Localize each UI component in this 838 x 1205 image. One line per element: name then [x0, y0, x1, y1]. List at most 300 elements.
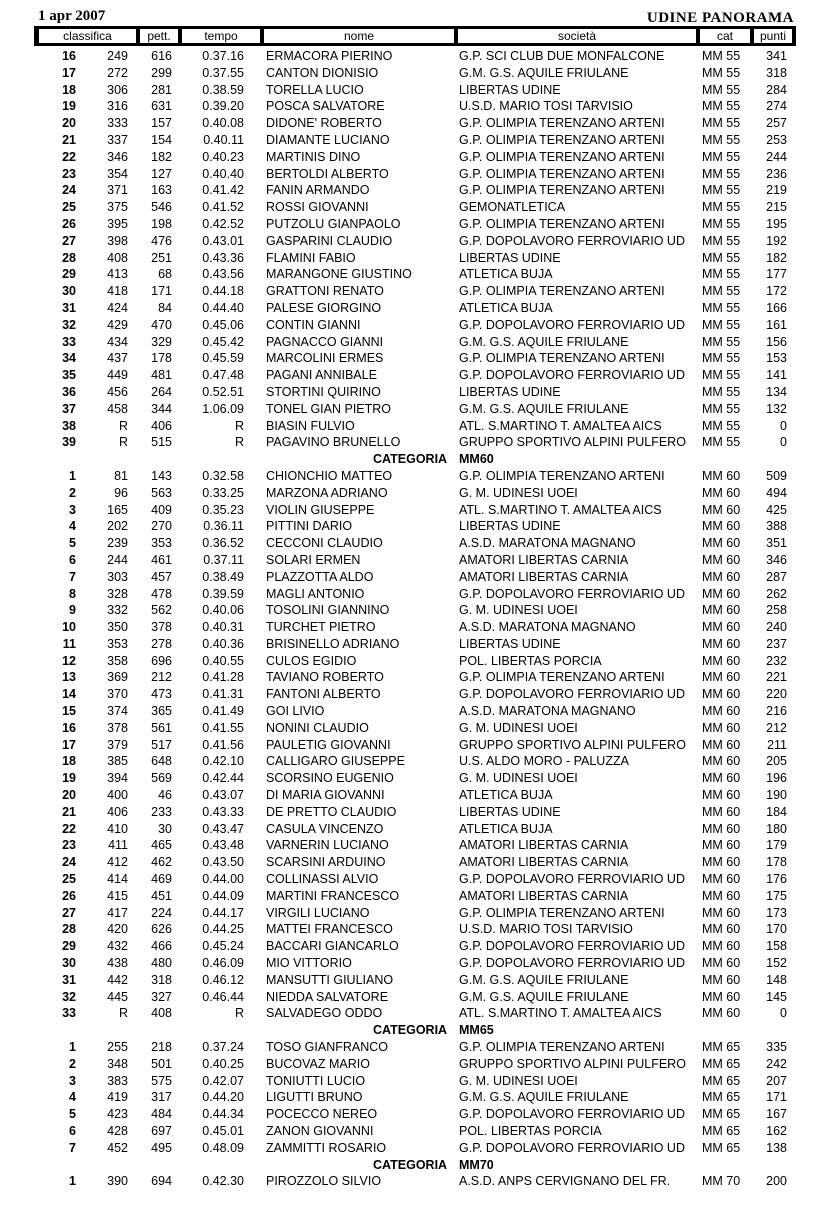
cell-punti: 244: [766, 149, 787, 164]
cell-tempo: R: [234, 435, 244, 450]
cell-tempo: 0.38.59: [202, 82, 244, 97]
cell-cat: MM 60: [702, 670, 741, 685]
cell-cat: MM 60: [702, 552, 741, 567]
table-row: [0, 686, 838, 703]
cell-tempo: 0.41.55: [202, 720, 244, 735]
cell-societa: G.P. DOPOLAVORO FERROVIARIO UD: [459, 956, 685, 971]
cell-cat: MM 70: [702, 1174, 741, 1189]
cell-rank: 7: [69, 569, 76, 584]
cell-societa: AMATORI LIBERTAS CARNIA: [459, 838, 629, 853]
cell-societa: G.P. SCI CLUB DUE MONFALCONE: [459, 49, 665, 63]
cell-rank: 10: [62, 620, 76, 635]
table-row: [0, 300, 838, 317]
cell-tempo: 0.39.20: [202, 99, 244, 114]
cell-cat: MM 60: [702, 922, 741, 937]
cell-rank: 16: [62, 720, 76, 735]
cell-rank: 6: [69, 552, 76, 567]
cell-pett: 318: [151, 972, 172, 987]
cell-pett: 451: [151, 888, 172, 903]
cell-classifica: 419: [107, 1090, 128, 1105]
cell-cat: MM 55: [702, 99, 741, 114]
cell-societa: G.P. DOPOLAVORO FERROVIARIO UD: [459, 687, 685, 702]
table-row: [0, 502, 838, 519]
category-header-row: [0, 451, 838, 468]
cell-classifica: 442: [107, 972, 128, 987]
table-row: [0, 166, 838, 183]
cell-societa: G.M. G.S. AQUILE FRIULANE: [459, 401, 629, 416]
cell-pett: 478: [151, 586, 172, 601]
cell-tempo: 0.41.28: [202, 670, 244, 685]
cell-pett: 515: [151, 435, 172, 450]
cell-tempo: 0.43.47: [202, 821, 244, 836]
cell-punti: 215: [766, 200, 787, 215]
cell-societa: G.P. OLIMPIA TERENZANO ARTENI: [459, 284, 665, 299]
cell-punti: 152: [766, 956, 787, 971]
cell-nome: NIEDDA SALVATORE: [266, 989, 389, 1004]
cell-cat: MM 65: [702, 1040, 741, 1055]
cell-societa: G. M. UDINESI UOEI: [459, 485, 578, 500]
cell-cat: MM 60: [702, 788, 741, 803]
cell-rank: 31: [62, 300, 76, 315]
table-row: [0, 1173, 838, 1190]
cell-societa: U.S.D. MARIO TOSI TARVISIO: [459, 922, 633, 937]
cell-societa: A.S.D. MARATONA MAGNANO: [459, 704, 636, 719]
cell-punti: 196: [766, 771, 787, 786]
table-row: [0, 821, 838, 838]
cell-tempo: 0.42.10: [202, 754, 244, 769]
table-row: [0, 82, 838, 99]
cell-societa: G.M. G.S. AQUILE FRIULANE: [459, 1090, 629, 1105]
cell-cat: MM 55: [702, 49, 741, 63]
cell-classifica: 423: [107, 1107, 128, 1122]
table-row: [0, 804, 838, 821]
cell-rank: 24: [62, 183, 76, 198]
cell-punti: 192: [766, 233, 787, 248]
cell-tempo: 0.32.58: [202, 468, 244, 483]
cell-pett: 278: [151, 636, 172, 651]
cell-nome: SCORSINO EUGENIO: [266, 771, 394, 786]
cell-cat: MM 60: [702, 821, 741, 836]
cell-rank: 17: [62, 65, 76, 80]
column-header-punti: punti: [754, 29, 792, 43]
cell-societa: G.P. OLIMPIA TERENZANO ARTENI: [459, 351, 665, 366]
table-row: [0, 199, 838, 216]
cell-pett: 466: [151, 939, 172, 954]
cell-tempo: 0.37.11: [203, 552, 244, 567]
cell-cat: MM 60: [702, 620, 741, 635]
cell-rank: 33: [62, 1006, 76, 1021]
cell-nome: PITTINI DARIO: [266, 519, 353, 534]
table-row: [0, 720, 838, 737]
table-row: [0, 334, 838, 351]
cell-pett: 569: [151, 771, 172, 786]
cell-societa: G.P. OLIMPIA TERENZANO ARTENI: [459, 468, 665, 483]
cell-cat: MM 60: [702, 905, 741, 920]
table-row: [0, 401, 838, 418]
table-row: [0, 703, 838, 720]
cell-societa: G.P. OLIMPIA TERENZANO ARTENI: [459, 116, 665, 131]
cell-nome: GASPARINI CLAUDIO: [266, 233, 393, 248]
cell-societa: ATLETICA BUJA: [459, 267, 553, 282]
table-row: [0, 1056, 838, 1073]
cell-pett: 469: [151, 872, 172, 887]
cell-nome: ERMACORA PIERINO: [266, 49, 393, 63]
cell-rank: 21: [62, 804, 76, 819]
cell-societa: AMATORI LIBERTAS CARNIA: [459, 855, 629, 870]
cell-tempo: 0.43.07: [202, 788, 244, 803]
cell-punti: 284: [766, 82, 787, 97]
cell-cat: MM 60: [702, 603, 741, 618]
cell-classifica: 432: [107, 939, 128, 954]
cell-nome: PUTZOLU GIANPAOLO: [266, 216, 401, 231]
cell-punti: 182: [766, 250, 787, 265]
cell-tempo: 0.46.12: [202, 972, 244, 987]
cell-classifica: 353: [107, 636, 128, 651]
cell-nome: POSCA SALVATORE: [266, 99, 385, 114]
cell-pett: 481: [151, 368, 172, 383]
table-row: [0, 283, 838, 300]
column-header-nome: nome: [264, 29, 454, 43]
cell-classifica: 383: [107, 1073, 128, 1088]
cell-cat: MM 55: [702, 233, 741, 248]
cell-classifica: 358: [107, 653, 128, 668]
table-row: [0, 921, 838, 938]
cell-tempo: 0.44.20: [202, 1090, 244, 1105]
cell-punti: 219: [766, 183, 787, 198]
cell-societa: POL. LIBERTAS PORCIA: [459, 1124, 602, 1138]
cell-cat: MM 60: [702, 888, 741, 903]
cell-societa: G. M. UDINESI UOEI: [459, 720, 578, 735]
cell-rank: 5: [69, 536, 76, 551]
cell-rank: 22: [62, 149, 76, 164]
cell-classifica: 411: [108, 838, 128, 853]
cell-punti: 175: [766, 888, 787, 903]
cell-nome: BIASIN FULVIO: [266, 418, 355, 433]
cell-classifica: 410: [107, 821, 128, 836]
cell-rank: 32: [62, 989, 76, 1004]
cell-classifica: 424: [107, 300, 128, 315]
cell-classifica: 408: [107, 250, 128, 265]
table-row: [0, 938, 838, 955]
cell-societa: AMATORI LIBERTAS CARNIA: [459, 888, 629, 903]
cell-pett: 561: [151, 720, 172, 735]
cell-nome: ROSSI GIOVANNI: [266, 200, 369, 215]
cell-rank: 1: [69, 468, 76, 483]
cell-punti: 148: [766, 972, 787, 987]
cell-societa: A.S.D. ANPS CERVIGNANO DEL FR.: [459, 1174, 671, 1189]
cell-nome: SCARSINI ARDUINO: [266, 855, 386, 870]
cell-nome: VIOLIN GIUSEPPE: [266, 502, 375, 517]
cell-nome: PAULETIG GIOVANNI: [266, 737, 391, 752]
cell-classifica: 244: [107, 552, 128, 567]
cell-classifica: 374: [107, 704, 128, 719]
table-row: [0, 955, 838, 972]
cell-nome: PLAZZOTTA ALDO: [266, 569, 374, 584]
cell-pett: 484: [151, 1107, 172, 1122]
cell-punti: 212: [766, 720, 787, 735]
cell-pett: 476: [151, 233, 172, 248]
cell-tempo: 0.40.11: [203, 132, 244, 147]
cell-classifica: 328: [107, 586, 128, 601]
cell-pett: 154: [151, 132, 172, 147]
cell-rank: 7: [69, 1140, 76, 1155]
cell-rank: 24: [62, 855, 76, 870]
cell-cat: MM 55: [702, 418, 741, 433]
cell-pett: 697: [151, 1124, 172, 1138]
cell-classifica: 385: [107, 754, 128, 769]
table-row: [0, 216, 838, 233]
cell-pett: 46: [158, 788, 172, 803]
cell-societa: G.P. OLIMPIA TERENZANO ARTENI: [459, 183, 665, 198]
cell-nome: VARNERIN LUCIANO: [266, 838, 389, 853]
cell-nome: CECCONI CLAUDIO: [266, 536, 383, 551]
cell-societa: ATLETICA BUJA: [459, 821, 553, 836]
cell-tempo: 0.38.49: [202, 569, 244, 584]
cell-punti: 173: [766, 905, 787, 920]
cell-nome: ZAMMITTI ROSARIO: [266, 1140, 387, 1155]
cell-nome: CANTON DIONISIO: [266, 65, 379, 80]
cell-pett: 495: [151, 1140, 172, 1155]
cell-societa: LIBERTAS UDINE: [459, 804, 561, 819]
table-row: [0, 250, 838, 267]
cell-pett: 182: [151, 149, 172, 164]
table-row: [0, 586, 838, 603]
cell-nome: STORTINI QUIRINO: [266, 384, 381, 399]
cell-nome: DIDONE' ROBERTO: [266, 116, 382, 131]
cell-punti: 257: [766, 116, 787, 131]
cell-classifica: 429: [107, 317, 128, 332]
cell-classifica: 350: [107, 620, 128, 635]
cell-rank: 30: [62, 284, 76, 299]
cell-rank: 35: [62, 368, 76, 383]
cell-tempo: 0.37.24: [202, 1040, 244, 1055]
cell-punti: 0: [780, 1006, 787, 1021]
cell-tempo: 0.40.36: [202, 636, 244, 651]
cell-rank: 30: [62, 956, 76, 971]
cell-tempo: 0.43.01: [202, 233, 244, 248]
cell-nome: CHIONCHIO MATTEO: [266, 468, 393, 483]
cell-rank: 19: [62, 771, 76, 786]
cell-punti: 153: [766, 351, 787, 366]
table-row: [0, 787, 838, 804]
cell-rank: 34: [62, 351, 76, 366]
cell-societa: A.S.D. MARATONA MAGNANO: [459, 536, 636, 551]
table-row: [0, 1073, 838, 1090]
cell-nome: TONIUTTI LUCIO: [266, 1073, 366, 1088]
cell-nome: CASULA VINCENZO: [266, 821, 384, 836]
cell-rank: 17: [62, 737, 76, 752]
cell-pett: 127: [151, 166, 172, 181]
cell-pett: 480: [151, 956, 172, 971]
cell-cat: MM 60: [702, 704, 741, 719]
cell-classifica: 272: [107, 65, 128, 80]
cell-rank: 37: [62, 401, 76, 416]
cell-nome: DE PRETTO CLAUDIO: [266, 804, 397, 819]
cell-societa: U.S.D. MARIO TOSI TARVISIO: [459, 99, 633, 114]
cell-punti: 341: [766, 49, 787, 63]
cell-societa: ATL. S.MARTINO T. AMALTEA AICS: [459, 502, 662, 517]
cell-pett: 563: [151, 485, 172, 500]
cell-pett: 378: [151, 620, 172, 635]
cell-punti: 205: [766, 754, 787, 769]
cell-pett: 465: [151, 838, 172, 853]
cell-punti: 0: [780, 435, 787, 450]
cell-societa: G. M. UDINESI UOEI: [459, 603, 578, 618]
cell-pett: 30: [158, 821, 172, 836]
cell-classifica: 412: [107, 855, 128, 870]
cell-pett: 517: [151, 737, 172, 752]
cell-societa: G.P. DOPOLAVORO FERROVIARIO UD: [459, 368, 685, 383]
cell-classifica: 438: [107, 956, 128, 971]
cell-punti: 240: [766, 620, 787, 635]
category-header-row: [0, 1157, 838, 1174]
cell-pett: 365: [151, 704, 172, 719]
cell-cat: MM 55: [702, 317, 741, 332]
cell-cat: MM 60: [702, 737, 741, 752]
cell-rank: 23: [62, 166, 76, 181]
cell-tempo: 0.48.09: [202, 1140, 244, 1155]
cell-rank: 28: [62, 922, 76, 937]
cell-cat: MM 60: [702, 502, 741, 517]
cell-societa: U.S. ALDO MORO - PALUZZA: [459, 754, 629, 769]
table-row: [0, 854, 838, 871]
cell-rank: 23: [62, 838, 76, 853]
table-row: [0, 115, 838, 132]
cell-nome: TONEL GIAN PIETRO: [266, 401, 392, 416]
cell-nome: MIO VITTORIO: [266, 956, 352, 971]
cell-tempo: 0.41.49: [202, 704, 244, 719]
table-row: [0, 266, 838, 283]
cell-nome: MARTINIS DINO: [266, 149, 361, 164]
cell-tempo: 0.47.48: [202, 368, 244, 383]
cell-tempo: R: [234, 418, 244, 433]
cell-tempo: 0.43.33: [202, 804, 244, 819]
table-row: [0, 384, 838, 401]
table-row: [0, 367, 838, 384]
cell-nome: MATTEI FRANCESCO: [266, 922, 393, 937]
cell-classifica: 333: [107, 116, 128, 131]
table-row: [0, 149, 838, 166]
results-table: [0, 48, 838, 1190]
table-row: [0, 65, 838, 82]
cell-classifica: 394: [107, 771, 128, 786]
cell-pett: 317: [151, 1090, 172, 1105]
cell-cat: MM 55: [702, 65, 741, 80]
cell-pett: 198: [151, 216, 172, 231]
cell-cat: MM 60: [702, 804, 741, 819]
cell-rank: 18: [62, 754, 76, 769]
cell-rank: 1: [69, 1174, 76, 1189]
cell-pett: 462: [151, 855, 172, 870]
cell-societa: ATL. S.MARTINO T. AMALTEA AICS: [459, 418, 662, 433]
cell-classifica: 456: [107, 384, 128, 399]
cell-tempo: 0.44.18: [202, 284, 244, 299]
cell-punti: 262: [766, 586, 787, 601]
cell-punti: 509: [766, 468, 787, 483]
cell-classifica: 437: [107, 351, 128, 366]
cell-classifica: 348: [107, 1056, 128, 1071]
table-row: [0, 350, 838, 367]
table-row: [0, 989, 838, 1006]
cell-punti: 236: [766, 166, 787, 181]
cell-nome: MARANGONE GIUSTINO: [266, 267, 412, 282]
cell-cat: MM 60: [702, 720, 741, 735]
table-row: [0, 669, 838, 686]
cell-classifica: 379: [107, 737, 128, 752]
cell-cat: MM 65: [702, 1056, 741, 1071]
cell-rank: 3: [69, 1073, 76, 1088]
cell-pett: 329: [151, 334, 172, 349]
cell-rank: 5: [69, 1107, 76, 1122]
cell-pett: 546: [151, 200, 172, 215]
cell-tempo: 0.43.36: [202, 250, 244, 265]
cell-tempo: 0.36.52: [202, 536, 244, 551]
cell-punti: 335: [766, 1040, 787, 1055]
race-date: 1 apr 2007: [38, 8, 106, 24]
cell-classifica: 445: [107, 989, 128, 1004]
table-row: [0, 770, 838, 787]
race-title: UDINE PANORAMA: [646, 10, 794, 26]
cell-cat: MM 60: [702, 468, 741, 483]
cell-nome: BUCOVAZ MARIO: [266, 1056, 370, 1071]
cell-tempo: 0.43.56: [202, 267, 244, 282]
table-row: [0, 434, 838, 451]
cell-rank: 1: [69, 1040, 76, 1055]
table-row: [0, 1089, 838, 1106]
cell-cat: MM 60: [702, 636, 741, 651]
cell-punti: 176: [766, 872, 787, 887]
cell-rank: 8: [69, 586, 76, 601]
cell-societa: G.P. OLIMPIA TERENZANO ARTENI: [459, 166, 665, 181]
cell-rank: 20: [62, 788, 76, 803]
cell-tempo: 0.40.08: [202, 116, 244, 131]
cell-nome: ZANON GIOVANNI: [266, 1124, 374, 1138]
cell-societa: G.M. G.S. AQUILE FRIULANE: [459, 972, 629, 987]
cell-nome: MAGLI ANTONIO: [266, 586, 365, 601]
cell-tempo: 1.06.09: [202, 401, 244, 416]
cell-societa: POL. LIBERTAS PORCIA: [459, 653, 602, 668]
table-row: [0, 905, 838, 922]
cell-pett: 457: [151, 569, 172, 584]
cell-punti: 178: [766, 855, 787, 870]
cell-tempo: 0.44.09: [202, 888, 244, 903]
cell-punti: 172: [766, 284, 787, 299]
cell-pett: 212: [151, 670, 172, 685]
cell-classifica: 417: [107, 905, 128, 920]
cell-tempo: 0.43.48: [202, 838, 244, 853]
cell-punti: 274: [766, 99, 787, 114]
cell-cat: MM 55: [702, 149, 741, 164]
cell-societa: LIBERTAS UDINE: [459, 82, 561, 97]
cell-tempo: 0.42.30: [202, 1174, 244, 1189]
table-row: [0, 1039, 838, 1056]
cell-punti: 180: [766, 821, 787, 836]
cell-tempo: 0.40.31: [202, 620, 244, 635]
cell-cat: MM 60: [702, 586, 741, 601]
cell-tempo: 0.44.40: [202, 300, 244, 315]
cell-rank: 29: [62, 939, 76, 954]
cell-punti: 216: [766, 704, 787, 719]
cell-classifica: 458: [107, 401, 128, 416]
cell-rank: 13: [62, 670, 76, 685]
cell-nome: MARTINI FRANCESCO: [266, 888, 400, 903]
cell-classifica: 202: [107, 519, 128, 534]
table-row: [0, 518, 838, 535]
cell-classifica: 375: [107, 200, 128, 215]
cell-cat: MM 55: [702, 116, 741, 131]
cell-cat: MM 55: [702, 384, 741, 399]
cell-pett: 163: [151, 183, 172, 198]
